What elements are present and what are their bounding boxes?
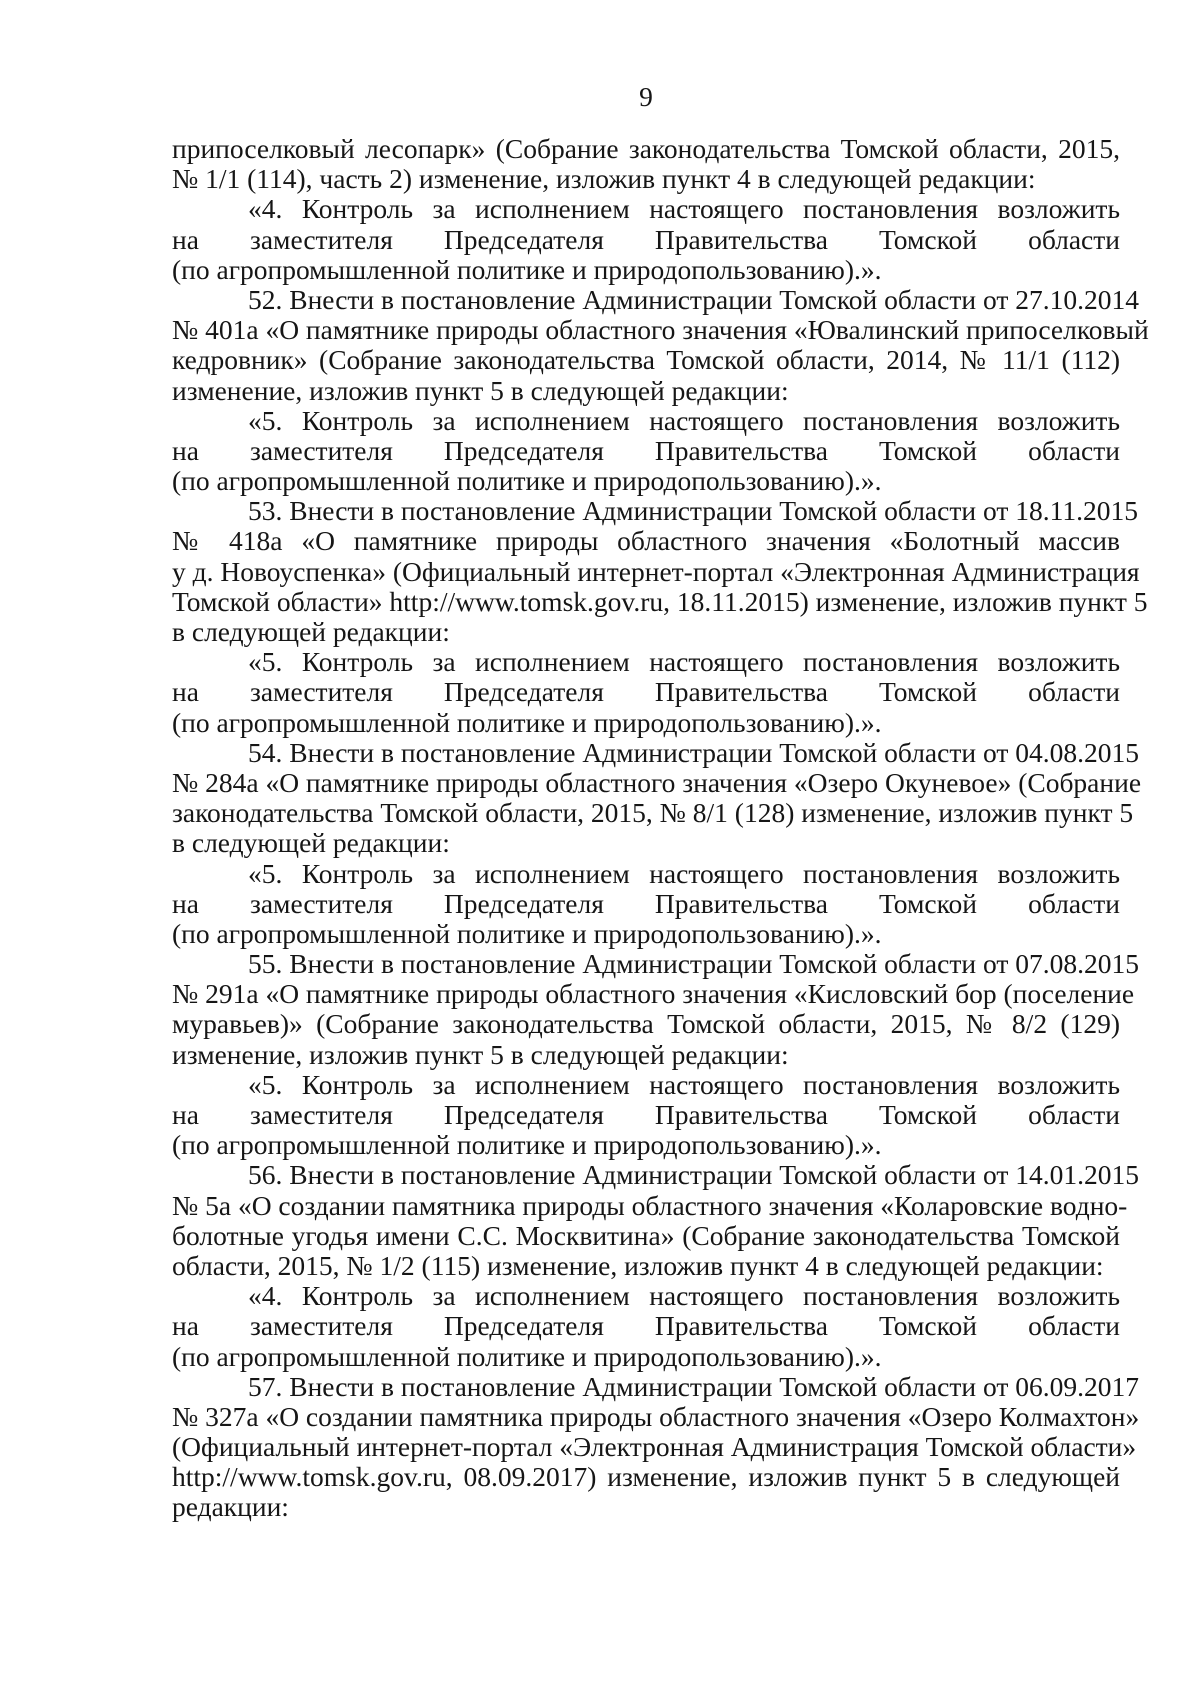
document-page — [172, 81, 1149, 1523]
text-line: изменение, изложив пункт 5 в следующей редакции: — [172, 374, 789, 406]
text-line: 52. Внести в постановление Администрации Томской области от 27.10.2014 — [248, 283, 1139, 315]
text-line: Томской области» http://www.tomsk.gov.ru, 18.11.2015) изменение, изложив пункт 5 — [172, 585, 1148, 617]
text-line: 54. Внести в постановление Администрации Томской области от 04.08.2015 — [248, 736, 1139, 768]
text-line: «5. Контроль за исполнением настоящего постановления возложить — [248, 404, 1120, 436]
text-line: № 284а «О памятнике природы областного значения «Озеро Окуневое» (Собрание — [172, 766, 1142, 798]
text-line: в следующей редакции: — [172, 616, 450, 647]
text-line: № 401а «О памятнике природы областного значения «Ювалинский припоселковый — [172, 314, 1149, 346]
text-line: № 327а «О создании памятника природы областного значения «Озеро Колмахтон» — [172, 1400, 1140, 1432]
text-line: на заместителя Председателя Правительства Томской области — [172, 434, 1120, 466]
text-line: «5. Контроль за исполнением настоящего постановления возложить — [248, 857, 1120, 889]
text-line: редакции: — [172, 1491, 289, 1523]
text-line: припоселковый лесопарк» (Собрание законодательства Томской области, 2015, — [172, 133, 1120, 164]
page-number: 9 — [639, 81, 653, 112]
text-line: изменение, изложив пункт 5 в следующей редакции: — [172, 1038, 789, 1070]
text-line: «4. Контроль за исполнением настоящего постановления возложить — [248, 193, 1120, 225]
text-line: у д. Новоуспенка» (Официальный интернет-портал «Электронная Администрация — [172, 555, 1140, 587]
text-line: 55. Внести в постановление Администрации Томской области от 07.08.2015 — [248, 948, 1139, 980]
text-line: на заместителя Председателя Правительства Томской области — [172, 887, 1120, 919]
text-line: муравьев)» (Собрание законодательства Томской области, 2015, № 8/2 (129) — [172, 1008, 1120, 1040]
text-line: (по агропромышленной политике и природопользованию).». — [172, 917, 882, 949]
text-line: (Официальный интернет-портал «Электронная Администрация Томской области» — [172, 1431, 1137, 1463]
text-line: № 1/1 (114), часть 2) изменение, изложив пункт 4 в следующей редакции: — [172, 163, 1036, 195]
text-line: «5. Контроль за исполнением настоящего постановления возложить — [248, 646, 1120, 678]
text-line: на заместителя Председателя Правительства Томской области — [172, 676, 1120, 708]
text-line: в следующей редакции: — [172, 827, 450, 859]
text-line: (по агропромышленной политике и природопользованию).». — [172, 1129, 882, 1161]
text-line: (по агропромышленной политике и природопользованию).». — [172, 465, 882, 497]
text-line: (по агропромышленной политике и природопользованию).». — [172, 1340, 882, 1372]
text-line: на заместителя Председателя Правительства Томской области — [172, 1099, 1120, 1130]
text-line: «5. Контроль за исполнением настоящего постановления возложить — [248, 1068, 1120, 1100]
text-line: № 5а «О создании памятника природы областного значения «Коларовские водно- — [172, 1189, 1128, 1221]
text-line: на заместителя Председателя Правительства Томской области — [172, 1310, 1120, 1342]
text-line: «4. Контроль за исполнением настоящего постановления возложить — [248, 1280, 1120, 1312]
text-line: болотные угодья имени С.С. Москвитина» (Собрание законодательства Томской — [172, 1219, 1120, 1251]
text-line: № 291а «О памятнике природы областного значения «Кисловский бор (поселение — [172, 978, 1135, 1010]
text-line: на заместителя Председателя Правительства Томской области — [172, 223, 1120, 255]
text-line: № 418а «О памятнике природы областного значения «Болотный массив — [172, 525, 1120, 557]
text-line: кедровник» (Собрание законодательства Томской области, 2014, № 11/1 (112) — [172, 344, 1120, 376]
text-line: 56. Внести в постановление Администрации Томской области от 14.01.2015 — [248, 1159, 1139, 1191]
text-line: http://www.tomsk.gov.ru, 08.09.2017) изменение, изложив пункт 5 в следующей — [172, 1461, 1120, 1493]
document-body — [172, 133, 1149, 1523]
text-line: 53. Внести в постановление Администрации Томской области от 18.11.2015 — [248, 495, 1138, 527]
text-line: (по агропромышленной политике и природопользованию).». — [172, 253, 882, 285]
text-line: (по агропромышленной политике и природопользованию).». — [172, 706, 882, 738]
text-line: 57. Внести в постановление Администрации Томской области от 06.09.2017 — [248, 1370, 1139, 1402]
text-line: законодательства Томской области, 2015, № 8/1 (128) изменение, изложив пункт 5 — [172, 797, 1134, 829]
text-line: области, 2015, № 1/2 (115) изменение, изложив пункт 4 в следующей редакции: — [172, 1249, 1104, 1281]
